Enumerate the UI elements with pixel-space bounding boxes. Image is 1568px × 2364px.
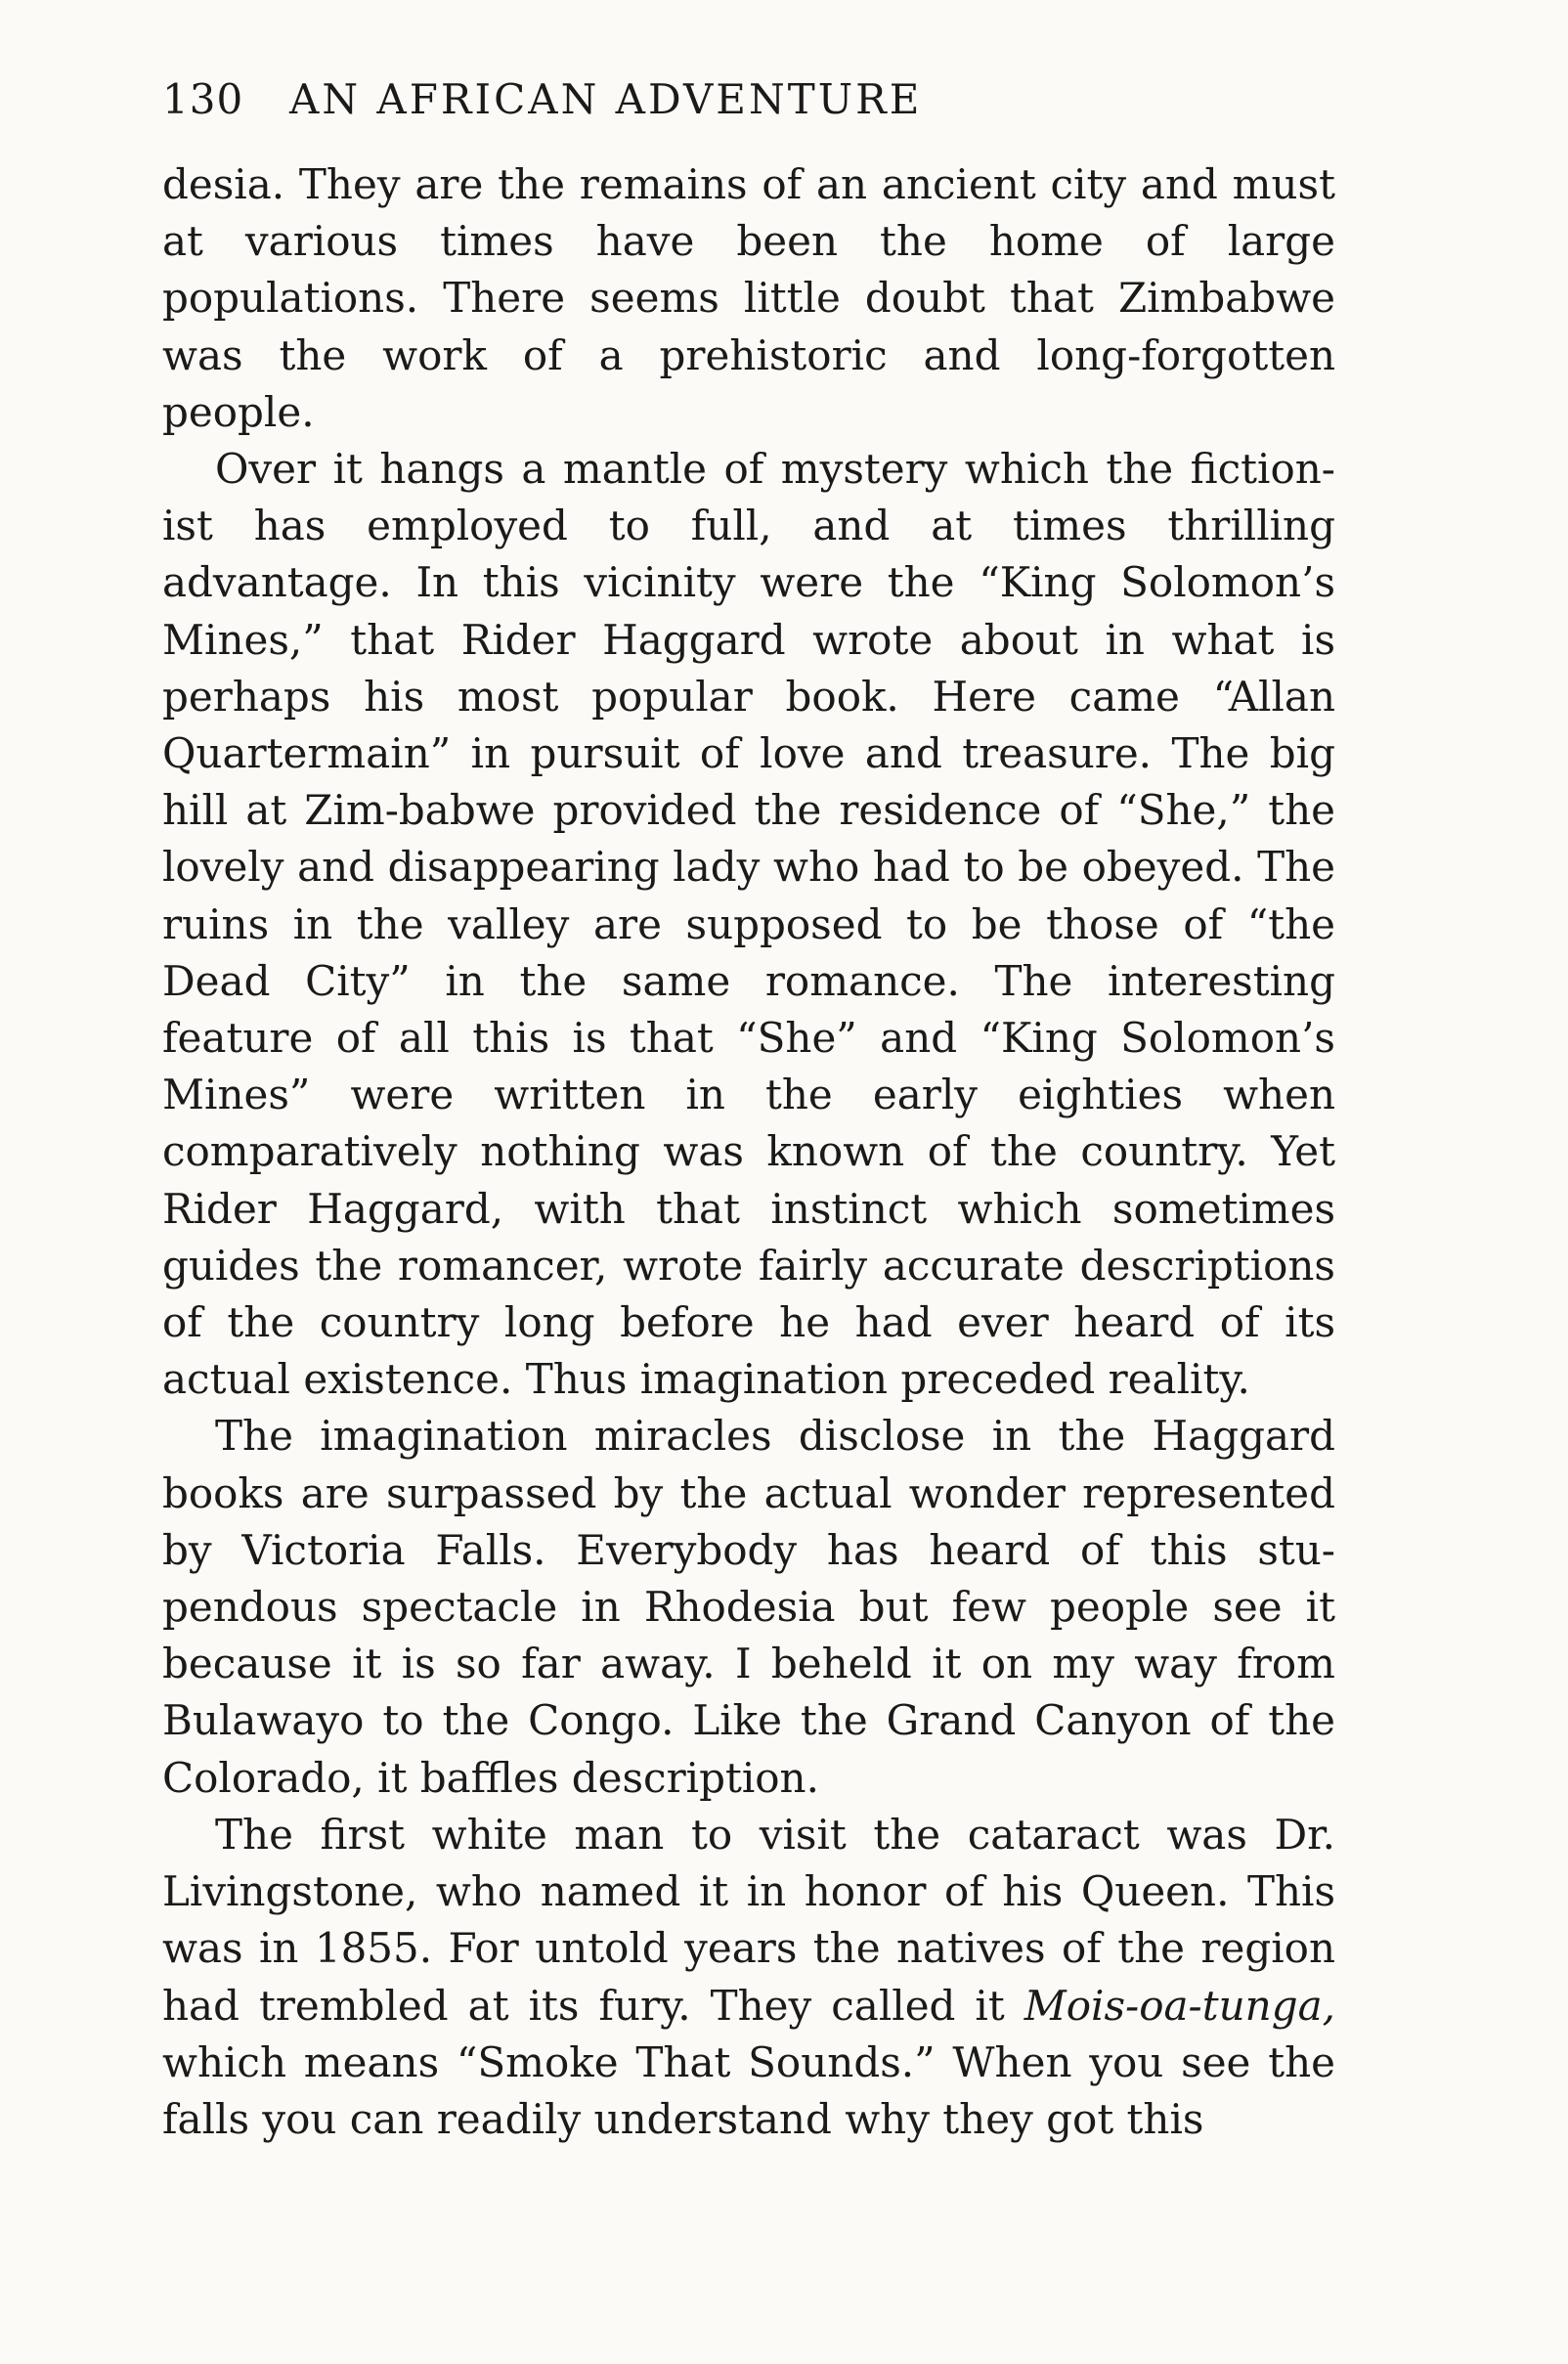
paragraph-4 <box>162 1807 1335 2148</box>
paragraph-4-before: The first white man to visit the cataract was Dr. Livingstone, who named it in honor of his Queen. This was in 1855. For untold years the natives of the region had trembled at its fury. They called it <box>162 1810 1335 2030</box>
running-head <box>162 70 1335 129</box>
paragraph-1: desia. They are the remains of an ancient city and must at various times have been the home of large populations. There seems little doubt that Zimbabwe was the work of a prehistoric and long-forgotten people. <box>162 160 1335 436</box>
paragraph-3: The imagination miracles disclose in the Haggard books are surpassed by the actual wonder represented by Victoria Falls. Everybody has heard of this stu-pendous spectacle in Rhodesia but few people see it because it is so far away. I beheld it on my way from Bulawayo to the Congo. Like the Grand Canyon of the Colorado, it baffles description. <box>162 1412 1335 1802</box>
paragraph-2: Over it hangs a mantle of mystery which the fiction-ist has employed to full, and at times thrilling advantage. In this vicinity were the “King Solomon’s Mines,” that Rider Haggard wrote about in what is perhaps his most popular book. Here came “Allan Quartermain” in pursuit of love and treasure. The big hill at Zim-babwe provided the residence of “She,” the lovely and disappearing lady who had to be obeyed. The ruins in the valley are supposed to be those of “the Dead City” in the same romance. The interesting feature of all this is that “She” and “King Solomon’s Mines” were written in the early eighties when comparatively nothing was known of the country. Yet Rider Haggard, with that instinct which sometimes guides the romancer, wrote fairly accurate descriptions of the country long before he had ever heard of its actual existence. Thus imagination preceded reality. <box>162 445 1335 1404</box>
paragraph-4-after: which means “Smoke That Sounds.” When you see the falls you can readily understand why they got this <box>162 2037 1335 2143</box>
page-number: 130 <box>162 75 244 123</box>
native-name-italic: Mois-oa-tunga, <box>1024 1981 1335 2030</box>
book-title: AN AFRICAN ADVENTURE <box>289 75 923 123</box>
body-text <box>162 156 1335 2148</box>
